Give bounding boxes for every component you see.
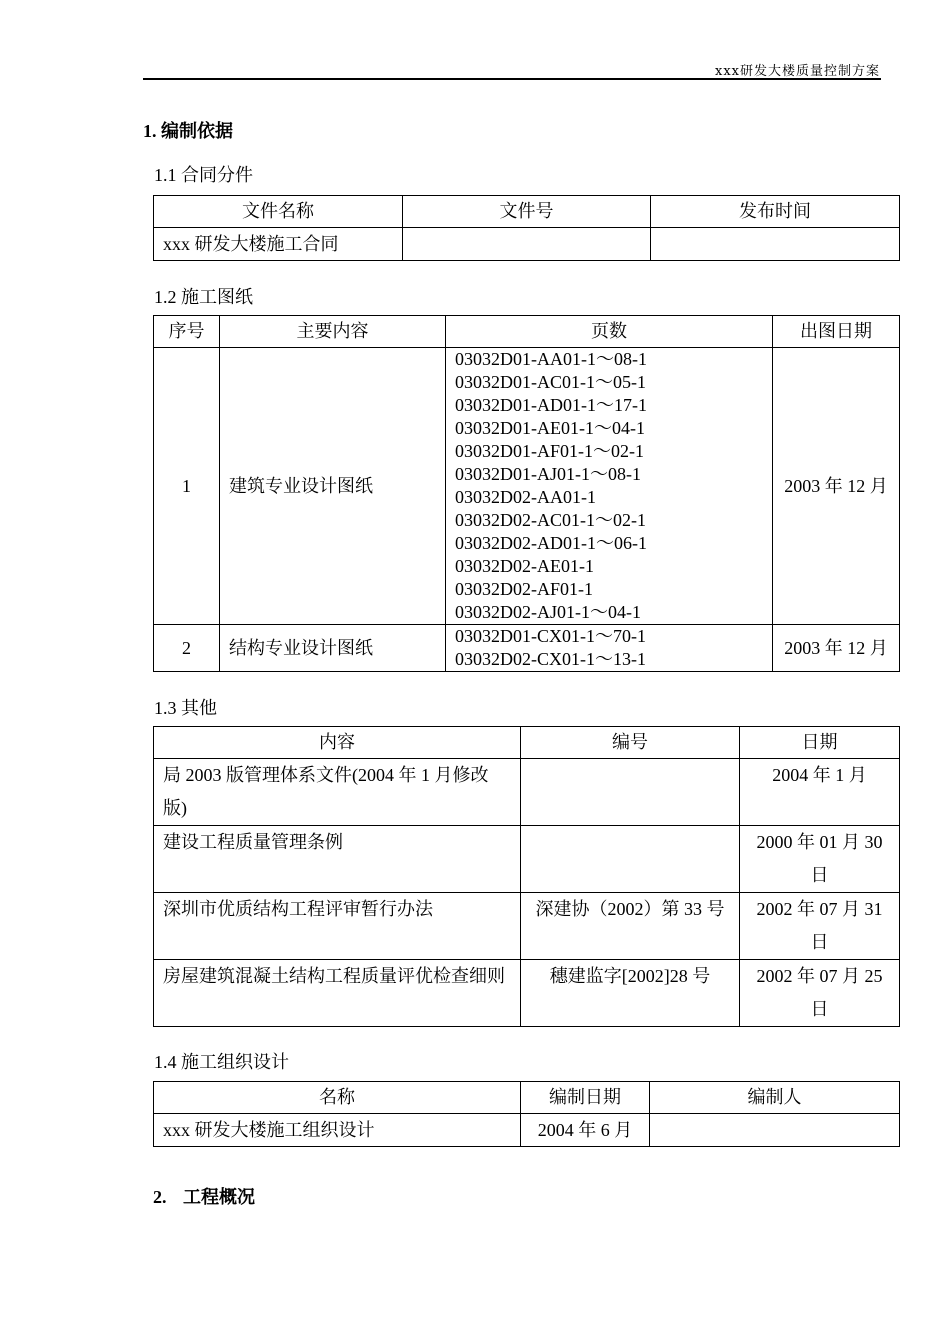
page-code: 03032D01-AF01-1～02-1 bbox=[455, 441, 644, 461]
table-header-cell: 编制人 bbox=[650, 1082, 900, 1114]
table-row bbox=[154, 960, 900, 1027]
table-header-row bbox=[154, 316, 900, 348]
table-cell: 2 bbox=[154, 625, 220, 672]
table-header-cell: 序号 bbox=[154, 316, 220, 348]
table-row bbox=[154, 893, 900, 960]
table-cell: 1 bbox=[154, 348, 220, 625]
page-code: 03032D01-AJ01-1～08-1 bbox=[455, 464, 641, 484]
table-row bbox=[154, 826, 900, 893]
table-header-cell: 名称 bbox=[154, 1082, 521, 1114]
table-header-row bbox=[154, 727, 900, 759]
table-header-cell: 发布时间 bbox=[651, 196, 900, 228]
page-code: 03032D01-AC01-1～05-1 bbox=[455, 372, 646, 392]
table-header-cell: 文件名称 bbox=[154, 196, 403, 228]
table-header-cell: 主要内容 bbox=[220, 316, 446, 348]
table-header-cell: 文件号 bbox=[403, 196, 651, 228]
page-code: 03032D01-CX01-1～70-1 bbox=[455, 626, 646, 646]
table-cell: xxx 研发大楼施工组织设计 bbox=[154, 1114, 521, 1147]
table-cell: 建设工程质量管理条例 bbox=[154, 826, 521, 893]
page-code: 03032D02-AF01-1 bbox=[455, 579, 593, 599]
table-header-cell: 内容 bbox=[154, 727, 521, 759]
table-cell-pages bbox=[446, 348, 773, 625]
table-header-cell: 日期 bbox=[740, 727, 900, 759]
section-1-2-title: 1.2 施工图纸 bbox=[154, 287, 253, 307]
section-1-4-title: 1.4 施工组织设计 bbox=[154, 1052, 289, 1072]
header-rule bbox=[143, 78, 881, 80]
table-cell: xxx 研发大楼施工合同 bbox=[154, 228, 403, 261]
table-cell: 2004 年 6 月 bbox=[521, 1114, 650, 1147]
table-row bbox=[154, 348, 900, 625]
table-cell: 建筑专业设计图纸 bbox=[220, 348, 446, 625]
table-header-cell: 编制日期 bbox=[521, 1082, 650, 1114]
drawings-table bbox=[153, 315, 900, 672]
page-code: 03032D01-AA01-1～08-1 bbox=[455, 349, 647, 369]
page-code: 03032D02-CX01-1～13-1 bbox=[455, 649, 646, 669]
table-row bbox=[154, 228, 900, 261]
page-code: 03032D02-AJ01-1～04-1 bbox=[455, 602, 641, 622]
table-cell bbox=[650, 1114, 900, 1147]
page-code: 03032D02-AE01-1 bbox=[455, 556, 594, 576]
table-cell: 2002 年 07 月 25 日 bbox=[740, 960, 900, 1027]
running-header: xxx研发大楼质量控制方案 bbox=[715, 64, 880, 79]
page-code: 03032D02-AA01-1 bbox=[455, 487, 596, 507]
page-code: 03032D02-AD01-1～06-1 bbox=[455, 533, 647, 553]
table-cell bbox=[521, 759, 740, 826]
table-header-row bbox=[154, 196, 900, 228]
section-2-label: 工程概况 bbox=[183, 1187, 255, 1207]
table-cell: 局 2003 版管理体系文件(2004 年 1 月修改版) bbox=[154, 759, 521, 826]
table-cell: 2000 年 01 月 30 日 bbox=[740, 826, 900, 893]
table-cell bbox=[403, 228, 651, 261]
table-cell: 深建协（2002）第 33 号 bbox=[521, 893, 740, 960]
table-header-cell: 页数 bbox=[446, 316, 773, 348]
table-cell: 穗建监字[2002]28 号 bbox=[521, 960, 740, 1027]
table-cell: 房屋建筑混凝土结构工程质量评优检查细则 bbox=[154, 960, 521, 1027]
table-row bbox=[154, 1114, 900, 1147]
other-docs-table bbox=[153, 726, 900, 1027]
construction-design-table bbox=[153, 1081, 900, 1147]
table-row bbox=[154, 625, 900, 672]
section-1-3-title: 1.3 其他 bbox=[154, 698, 217, 718]
section-2-number: 2. bbox=[153, 1187, 167, 1207]
table-header-cell: 编号 bbox=[521, 727, 740, 759]
table-header-cell: 出图日期 bbox=[773, 316, 900, 348]
table-cell: 2004 年 1 月 bbox=[740, 759, 900, 826]
page-code: 03032D02-AC01-1～02-1 bbox=[455, 510, 646, 530]
table-header-row bbox=[154, 1082, 900, 1114]
table-cell bbox=[521, 826, 740, 893]
table-cell: 2003 年 12 月 bbox=[773, 625, 900, 672]
section-1-1-title: 1.1 合同分件 bbox=[154, 165, 253, 185]
contract-table bbox=[153, 195, 900, 261]
table-cell: 2002 年 07 月 31 日 bbox=[740, 893, 900, 960]
table-row bbox=[154, 759, 900, 826]
section-2-title bbox=[153, 1183, 255, 1209]
page-code: 03032D01-AD01-1～17-1 bbox=[455, 395, 647, 415]
page-code: 03032D01-AE01-1～04-1 bbox=[455, 418, 645, 438]
table-cell: 深圳市优质结构工程评审暂行办法 bbox=[154, 893, 521, 960]
table-cell-pages bbox=[446, 625, 773, 672]
table-cell: 2003 年 12 月 bbox=[773, 348, 900, 625]
section-1-title: 1. 编制依据 bbox=[143, 121, 233, 141]
table-cell: 结构专业设计图纸 bbox=[220, 625, 446, 672]
table-cell bbox=[651, 228, 900, 261]
